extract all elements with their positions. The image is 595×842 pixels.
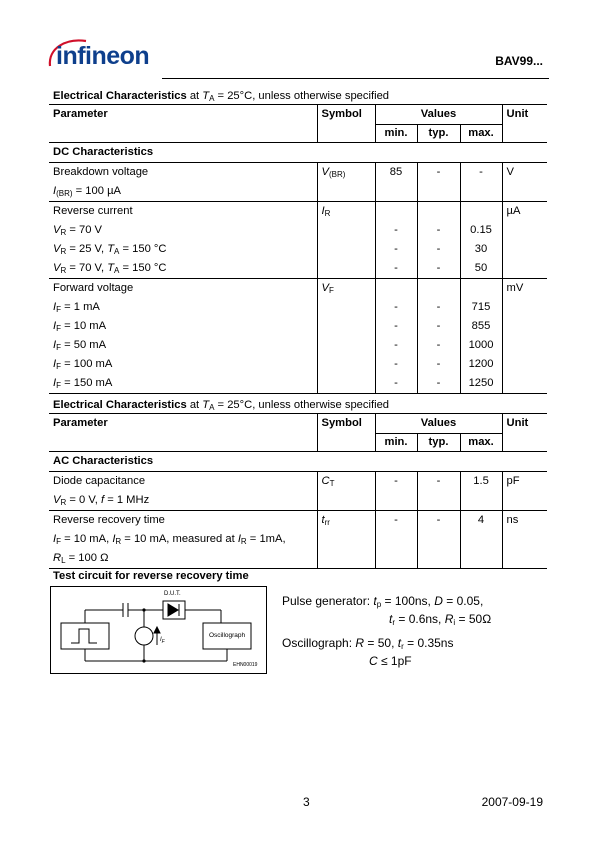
table-row: $I_F = 50$ mA - - 1000 [49, 336, 547, 355]
dc-characteristics-table [49, 104, 547, 394]
table-row: $I_F = 10$ mA, $I_R = 10$ mA, measured at $I_R = 1mA$, [49, 530, 547, 549]
col-min: min. [375, 125, 417, 143]
table-row: $R_L = 100$ Ω [49, 549, 547, 569]
col-values: Values [375, 105, 502, 125]
part-number: BAV99... [495, 54, 543, 68]
table-row: $I_F = 100$ mA - - 1200 [49, 355, 547, 374]
table-row: Diode capacitance $C_T$ - - 1.5 pF [49, 472, 547, 492]
circuit-schematic [51, 587, 266, 673]
oscillograph-params-line1: Oscillograph: R = 50, $t_r = 0.35ns$ [282, 636, 454, 651]
if-label: $I_F$ [160, 637, 165, 645]
table-header-row [49, 105, 547, 125]
figure-code: EHN00019 [233, 662, 258, 668]
col-parameter: Parameter [49, 105, 317, 143]
ac-characteristics-table [49, 413, 547, 569]
ac-table-caption: Electrical Characteristics at $T_A = 25^\circ C$, unless otherwise specified [53, 399, 390, 412]
table-row: $V_R = 0$ V, f = 1 MHz [49, 491, 547, 511]
document-date: 2007-09-19 [481, 795, 543, 809]
header-rule [162, 78, 549, 79]
table-header-row: Parameter Symbol Values Unit [49, 414, 547, 434]
test-circuit-diagram [50, 586, 267, 674]
col-unit: Unit [502, 105, 547, 143]
section-ac: AC Characteristics [49, 452, 547, 472]
table-row: $I_F = 1$ mA - - 715 [49, 298, 547, 317]
section-dc: DC Characteristics [49, 143, 547, 163]
table-row: Reverse recovery time $t_{rr}$ - - 4 ns [49, 511, 547, 531]
oscillograph-label: Oscillograph [209, 632, 246, 639]
table-row: Reverse current $I_R$ µA [49, 202, 547, 222]
table-row: Forward voltage $V_F$ mV [49, 279, 547, 299]
page-number: 3 [303, 795, 310, 809]
table-subheader-row: min. typ. max. [49, 434, 547, 452]
oscillograph-params-line2: C ≤ 1pF [369, 654, 412, 668]
table-row: Breakdown voltage $V_{(BR)}$ 85 - - V [49, 163, 547, 183]
table-row: $V_R = 25$ V, $T_A = 150$ °C - - 30 [49, 240, 547, 259]
dut-label: D.U.T. [164, 591, 181, 597]
table-row: $V_R = 70$ V, $T_A = 150$ °C - - 50 [49, 259, 547, 279]
logo-text: infineon [56, 42, 150, 70]
table-row: $I_F = 150$ mA - - 1250 [49, 374, 547, 394]
dc-table-caption: Electrical Characteristics at $T_A = 25^\circ C$, unless otherwise specified [53, 90, 390, 103]
table-row: $I_{(BR)} = 100$ µA [49, 182, 547, 202]
section-row [49, 452, 547, 472]
col-max: max. [460, 125, 502, 143]
col-typ: typ. [417, 125, 460, 143]
table-row: $V_R = 70$ V - - 0.15 [49, 221, 547, 240]
test-circuit-title: Test circuit for reverse recovery time [53, 570, 249, 582]
pulse-generator-params-line1: Pulse generator: $t_p = 100ns$, D = 0.05, [282, 594, 484, 609]
col-symbol: Symbol [317, 105, 375, 143]
infineon-logo [46, 36, 156, 76]
section-row [49, 143, 547, 163]
table-row: $I_F = 10$ mA - - 855 [49, 317, 547, 336]
pulse-generator-params-line2: $t_r = 0.6ns$, $R_i = 50\Omega$ [389, 612, 492, 627]
